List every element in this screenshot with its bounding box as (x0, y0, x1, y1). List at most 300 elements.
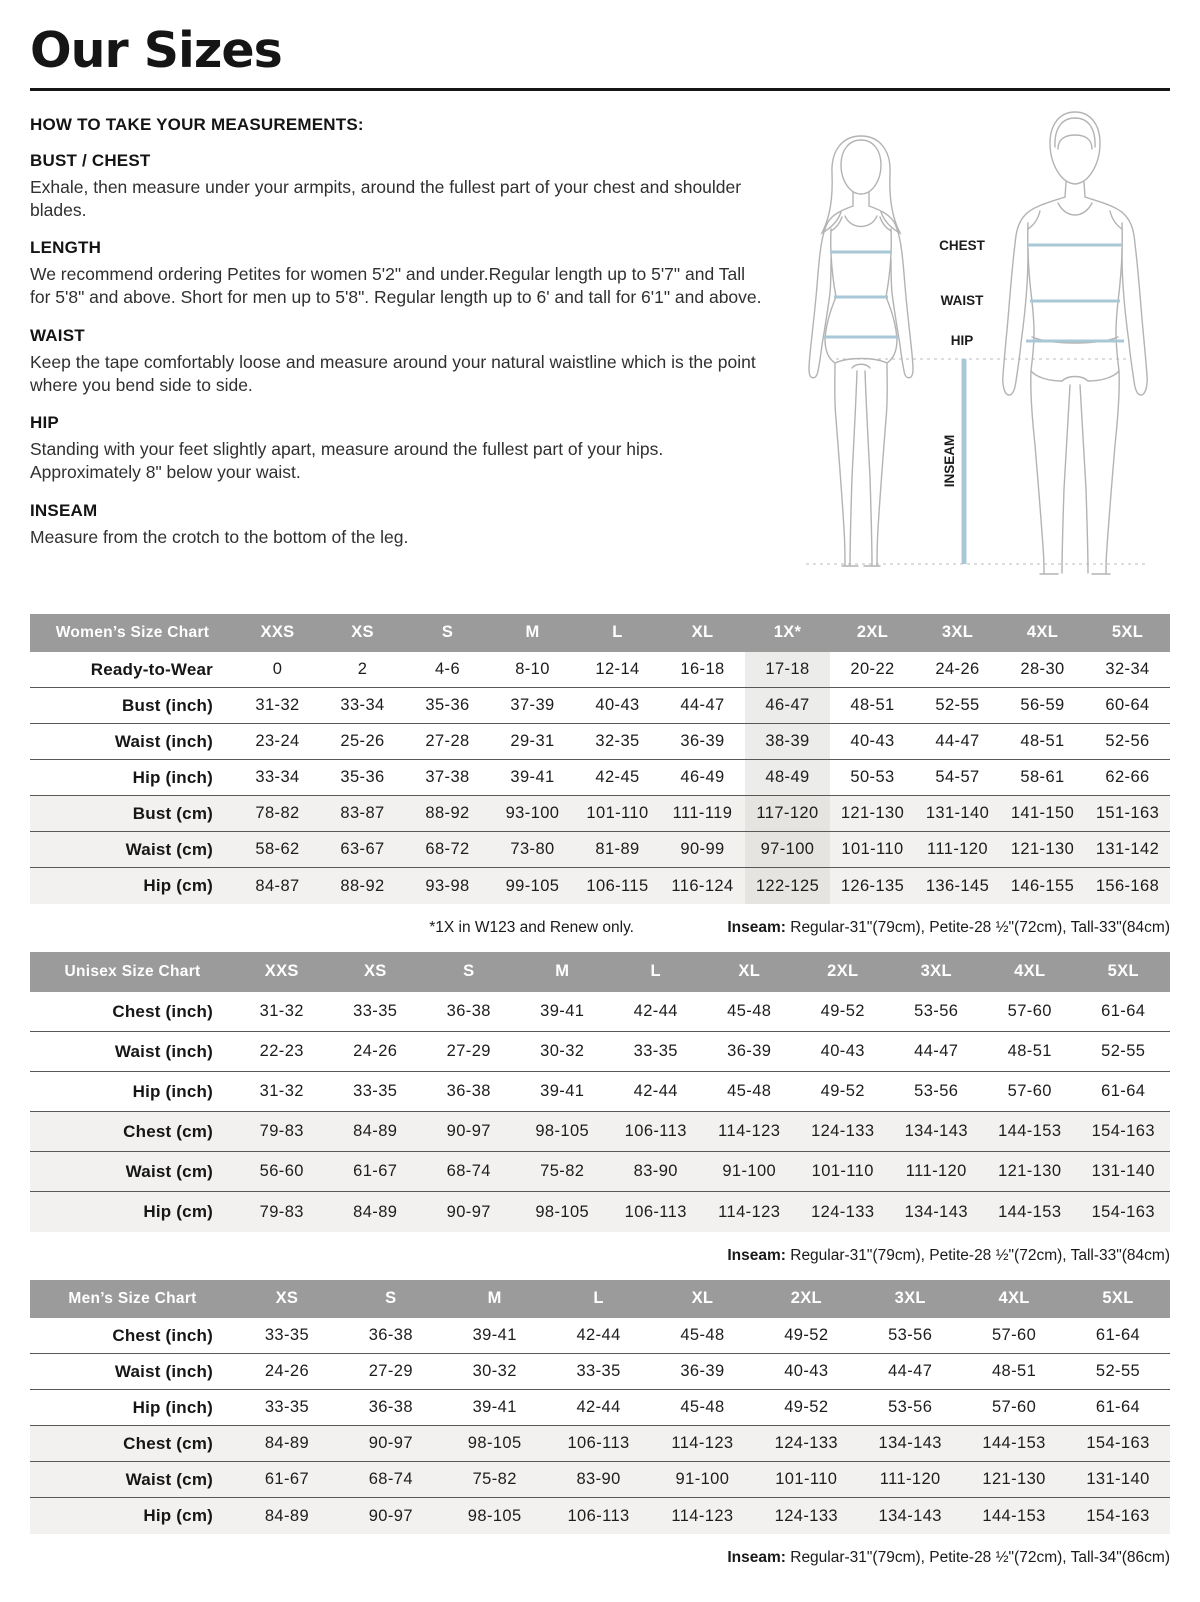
row-label: Hip (cm) (143, 1506, 213, 1526)
size-value-cell: 111-119 (672, 804, 733, 823)
size-value-cell: 106-113 (567, 1434, 630, 1453)
body-measurement-diagram (778, 109, 1170, 584)
size-value-cell: 91-100 (675, 1470, 730, 1489)
size-value-cell: 88-92 (340, 876, 385, 895)
size-column-header: XS (320, 614, 405, 652)
size-value-cell: 126-135 (840, 876, 905, 895)
size-column-header: XL (651, 1280, 755, 1318)
size-column-header: 4XL (983, 952, 1077, 992)
size-value-cell: 53-56 (888, 1398, 933, 1417)
size-column-header: 1X* (745, 614, 830, 652)
table-row (30, 832, 1170, 868)
size-value-cell: 40-43 (820, 1042, 865, 1061)
title-divider (30, 88, 1170, 91)
size-value-cell: 154-163 (1086, 1434, 1150, 1453)
size-value-cell: 97-100 (745, 832, 830, 868)
size-value-cell: 36-39 (727, 1042, 772, 1061)
size-value-cell: 48-49 (745, 760, 830, 796)
inseam-note-prefix: Inseam: (727, 1246, 786, 1264)
size-column-header: 5XL (1085, 614, 1170, 652)
size-value-cell: 124-133 (774, 1434, 838, 1453)
size-column-header: 4XL (1000, 614, 1085, 652)
size-value-cell: 62-66 (1105, 768, 1150, 787)
row-label: Bust (inch) (122, 695, 213, 715)
size-value-cell: 154-163 (1091, 1202, 1155, 1221)
size-value-cell: 49-52 (784, 1398, 829, 1417)
inseam-reference-lines (806, 359, 1148, 564)
size-value-cell: 33-35 (576, 1362, 621, 1381)
size-value-cell: 68-74 (446, 1162, 491, 1181)
section-inseam (30, 501, 768, 549)
size-value-cell: 48-51 (1020, 732, 1065, 751)
size-value-cell: 28-30 (1020, 660, 1065, 679)
table-row (30, 1112, 1170, 1152)
size-column-header: M (516, 952, 610, 992)
size-column-header: L (547, 1280, 651, 1318)
section-bust-chest (30, 151, 768, 222)
size-value-cell: 114-123 (671, 1506, 734, 1525)
size-value-cell: 36-38 (446, 1002, 491, 1021)
size-value-cell: 111-120 (927, 840, 988, 859)
section-title: HIP (30, 413, 59, 433)
unisex-table-notes (30, 1232, 1170, 1280)
size-column-header: 5XL (1077, 952, 1171, 992)
size-value-cell: 39-41 (472, 1326, 517, 1345)
size-value-cell: 90-97 (446, 1202, 491, 1221)
size-value-cell: 49-52 (820, 1082, 865, 1101)
size-column-header: XL (703, 952, 797, 992)
row-label: Waist (cm) (125, 839, 213, 859)
size-value-cell: 90-97 (446, 1122, 491, 1141)
size-value-cell: 134-143 (878, 1506, 942, 1525)
table-row (30, 688, 1170, 724)
row-label: Hip (inch) (132, 1397, 213, 1417)
size-value-cell: 35-36 (425, 696, 470, 715)
size-value-cell: 124-133 (811, 1202, 875, 1221)
row-label: Bust (cm) (132, 803, 213, 823)
size-value-cell: 111-120 (905, 1162, 967, 1181)
size-value-cell: 49-52 (820, 1002, 865, 1021)
size-value-cell: 8-10 (515, 660, 550, 679)
table-row (30, 1032, 1170, 1072)
size-value-cell: 22-23 (259, 1042, 304, 1061)
size-value-cell: 91-100 (722, 1162, 777, 1181)
size-value-cell: 56-60 (259, 1162, 304, 1181)
size-value-cell: 144-153 (982, 1506, 1046, 1525)
size-value-cell: 60-64 (1105, 696, 1150, 715)
size-value-cell: 33-35 (264, 1326, 310, 1345)
size-value-cell: 61-67 (353, 1162, 398, 1181)
table-title-cell: Men’s Size Chart (30, 1280, 235, 1318)
size-value-cell: 68-72 (425, 840, 470, 859)
section-text: Measure from the crotch to the bottom of the leg. (30, 526, 409, 547)
size-value-cell: 27-29 (446, 1042, 491, 1061)
size-value-cell: 121-130 (982, 1470, 1046, 1489)
male-figure (1003, 112, 1147, 574)
inseam-note-unisex (727, 1247, 1170, 1265)
size-value-cell: 31-32 (259, 1002, 304, 1021)
page-title: Our Sizes (30, 22, 282, 79)
size-value-cell: 50-53 (850, 768, 895, 787)
size-value-cell: 45-48 (727, 1082, 772, 1101)
size-column-header: 3XL (915, 614, 1000, 652)
table-row (30, 724, 1170, 760)
size-value-cell: 131-142 (1095, 840, 1160, 859)
figures-illustration (778, 109, 1170, 579)
table-row (30, 1498, 1170, 1534)
size-value-cell: 121-130 (998, 1162, 1062, 1181)
inseam-note-womens (727, 919, 1170, 937)
size-value-cell: 40-43 (595, 696, 640, 715)
size-value-cell: 48-51 (850, 696, 895, 715)
hip-label: HIP (950, 332, 974, 348)
inseam-note-prefix: Inseam: (727, 1548, 786, 1566)
size-value-cell: 75-82 (540, 1162, 585, 1181)
size-value-cell: 61-64 (1095, 1398, 1141, 1417)
size-value-cell: 25-26 (340, 732, 385, 751)
size-value-cell: 58-61 (1020, 768, 1065, 787)
size-column-header: XXS (235, 614, 320, 652)
size-value-cell: 30-32 (540, 1042, 585, 1061)
table-title-cell: Women’s Size Chart (30, 614, 235, 652)
size-value-cell: 53-56 (914, 1002, 959, 1021)
size-value-cell: 16-18 (680, 660, 725, 679)
size-value-cell: 35-36 (340, 768, 385, 787)
size-value-cell: 93-98 (425, 876, 470, 895)
chest-label: CHEST (939, 237, 985, 253)
section-title: LENGTH (30, 238, 102, 258)
waist-label: WAIST (940, 292, 984, 308)
inseam-note-text: Regular-31"(79cm), Petite-28 ½"(72cm), Tall-34"(86cm) (785, 1548, 1170, 1566)
section-hip (30, 413, 768, 484)
size-value-cell: 30-32 (472, 1362, 517, 1381)
size-value-cell: 49-52 (784, 1326, 829, 1345)
size-value-cell: 33-34 (255, 768, 300, 787)
table-row (30, 1152, 1170, 1192)
size-value-cell: 90-97 (368, 1434, 413, 1453)
row-label: Hip (inch) (132, 1081, 213, 1101)
size-value-cell: 98-105 (535, 1202, 590, 1221)
row-label: Waist (cm) (125, 1469, 213, 1489)
size-value-cell: 39-41 (510, 768, 555, 787)
size-value-cell: 84-89 (353, 1202, 398, 1221)
size-value-cell: 57-60 (991, 1398, 1037, 1417)
size-value-cell: 73-80 (510, 840, 555, 859)
size-value-cell: 44-47 (935, 732, 980, 751)
row-label: Hip (cm) (143, 876, 213, 896)
size-value-cell: 52-55 (935, 696, 980, 715)
size-value-cell: 131-140 (925, 804, 990, 823)
size-column-header: 3XL (858, 1280, 962, 1318)
size-value-cell: 144-153 (998, 1202, 1062, 1221)
size-value-cell: 31-32 (255, 696, 300, 715)
size-value-cell: 36-38 (368, 1326, 413, 1345)
section-text: We recommend ordering Petites for women 5'2" and under.Regular length up to 5'7" and Tall for 5'8" and above. Short for men up to 5'8". Regular length up to 6' and tall for 6'1" and above. (30, 264, 762, 308)
size-value-cell: 156-168 (1095, 876, 1160, 895)
size-value-cell: 84-89 (353, 1122, 398, 1141)
table-row (30, 652, 1170, 688)
size-value-cell: 116-124 (671, 876, 734, 895)
table-row (30, 796, 1170, 832)
size-value-cell: 44-47 (680, 696, 725, 715)
size-column-header: 4XL (962, 1280, 1066, 1318)
size-value-cell: 52-55 (1101, 1042, 1146, 1061)
size-value-cell: 90-97 (368, 1506, 413, 1525)
size-value-cell: 84-89 (264, 1506, 310, 1525)
size-value-cell: 53-56 (914, 1082, 959, 1101)
size-column-header: S (422, 952, 516, 992)
size-column-header: XS (329, 952, 423, 992)
size-value-cell: 42-44 (633, 1082, 678, 1101)
inseam-note-mens (727, 1549, 1170, 1567)
mens-size-table (30, 1280, 1170, 1534)
size-value-cell: 101-110 (775, 1470, 838, 1489)
size-column-header: 2XL (830, 614, 915, 652)
size-value-cell: 44-47 (914, 1042, 959, 1061)
size-value-cell: 42-45 (595, 768, 640, 787)
size-value-cell: 124-133 (774, 1506, 838, 1525)
size-value-cell: 58-62 (255, 840, 300, 859)
size-value-cell: 141-150 (1010, 804, 1075, 823)
size-value-cell: 45-48 (727, 1002, 772, 1021)
size-value-cell: 61-64 (1101, 1082, 1146, 1101)
size-value-cell: 114-123 (671, 1434, 734, 1453)
size-value-cell: 36-38 (368, 1398, 413, 1417)
size-value-cell: 42-44 (576, 1398, 621, 1417)
section-length (30, 238, 768, 309)
size-value-cell: 27-29 (368, 1362, 413, 1381)
size-value-cell: 79-83 (259, 1202, 304, 1221)
size-value-cell: 61-64 (1101, 1002, 1146, 1021)
size-value-cell: 134-143 (878, 1434, 942, 1453)
size-value-cell: 121-130 (840, 804, 905, 823)
table-row (30, 868, 1170, 904)
row-label: Waist (inch) (114, 1041, 213, 1061)
size-value-cell: 63-67 (340, 840, 385, 859)
size-value-cell: 12-14 (595, 660, 640, 679)
size-value-cell: 124-133 (811, 1122, 875, 1141)
table-row (30, 1192, 1170, 1232)
size-value-cell: 84-87 (255, 876, 300, 895)
row-label: Waist (inch) (114, 1361, 213, 1381)
section-title: WAIST (30, 325, 85, 345)
size-value-cell: 68-74 (368, 1470, 413, 1489)
size-value-cell: 146-155 (1010, 876, 1075, 895)
size-value-cell: 0 (272, 660, 283, 679)
section-title: BUST / CHEST (30, 150, 151, 170)
size-value-cell: 44-47 (888, 1362, 933, 1381)
size-value-cell: 33-35 (353, 1082, 398, 1101)
table-row (30, 1354, 1170, 1390)
inseam-note-prefix: Inseam: (727, 918, 786, 936)
size-value-cell: 136-145 (925, 876, 990, 895)
size-value-cell: 39-41 (540, 1002, 585, 1021)
row-label: Hip (inch) (132, 767, 213, 787)
size-value-cell: 52-55 (1095, 1362, 1141, 1381)
size-column-header: M (490, 614, 575, 652)
size-value-cell: 57-60 (1007, 1002, 1052, 1021)
size-value-cell: 53-56 (888, 1326, 933, 1345)
size-value-cell: 106-115 (586, 876, 649, 895)
size-value-cell: 144-153 (998, 1122, 1062, 1141)
size-column-header: S (405, 614, 490, 652)
size-value-cell: 81-89 (595, 840, 640, 859)
size-column-header: M (443, 1280, 547, 1318)
size-value-cell: 46-49 (680, 768, 725, 787)
section-text: Exhale, then measure under your armpits, around the fullest part of your chest and shoulder blades. (30, 176, 742, 220)
size-value-cell: 33-35 (353, 1002, 398, 1021)
row-label: Chest (cm) (123, 1121, 213, 1141)
size-value-cell: 79-83 (259, 1122, 304, 1141)
size-value-cell: 24-26 (935, 660, 980, 679)
size-value-cell: 106-113 (624, 1202, 687, 1221)
section-waist (30, 326, 768, 397)
measurement-instructions (30, 115, 778, 566)
size-value-cell: 4-6 (434, 660, 461, 679)
size-value-cell: 38-39 (745, 724, 830, 760)
size-value-cell: 114-123 (718, 1202, 781, 1221)
size-value-cell: 61-64 (1095, 1326, 1141, 1345)
size-value-cell: 24-26 (264, 1362, 310, 1381)
size-value-cell: 134-143 (904, 1122, 968, 1141)
size-value-cell: 154-163 (1091, 1122, 1155, 1141)
size-value-cell: 106-113 (624, 1122, 687, 1141)
size-value-cell: 154-163 (1086, 1506, 1150, 1525)
section-text: Standing with your feet slightly apart, measure around the fullest part of your hips. Approximately 8" below your waist. (30, 439, 664, 483)
size-value-cell: 121-130 (1010, 840, 1075, 859)
size-value-cell: 56-59 (1020, 696, 1065, 715)
row-label: Chest (inch) (112, 1001, 213, 1021)
size-value-cell: 101-110 (811, 1162, 874, 1181)
size-value-cell: 36-38 (446, 1082, 491, 1101)
row-label: Waist (inch) (114, 731, 213, 751)
table-row (30, 1462, 1170, 1498)
table-row (30, 1072, 1170, 1112)
size-value-cell: 57-60 (1007, 1082, 1052, 1101)
size-value-cell: 83-90 (576, 1470, 621, 1489)
row-label: Waist (cm) (125, 1161, 213, 1181)
size-value-cell: 83-87 (340, 804, 385, 823)
womens-table-notes (30, 904, 1170, 952)
measurements-heading: HOW TO TAKE YOUR MEASUREMENTS: (30, 114, 364, 134)
size-charts (30, 614, 1170, 1582)
size-value-cell: 37-38 (425, 768, 470, 787)
size-value-cell: 33-35 (633, 1042, 678, 1061)
size-value-cell: 78-82 (255, 804, 300, 823)
size-value-cell: 36-39 (680, 1362, 725, 1381)
table-row (30, 1426, 1170, 1462)
size-value-cell: 151-163 (1095, 804, 1160, 823)
size-column-header: L (609, 952, 703, 992)
size-value-cell: 101-110 (586, 804, 649, 823)
size-value-cell: 31-32 (259, 1082, 304, 1101)
size-column-header: 2XL (796, 952, 890, 992)
size-value-cell: 61-67 (264, 1470, 310, 1489)
row-label: Hip (cm) (143, 1202, 213, 1222)
size-value-cell: 75-82 (472, 1470, 517, 1489)
size-value-cell: 36-39 (680, 732, 725, 751)
size-value-cell: 101-110 (841, 840, 904, 859)
table-row (30, 760, 1170, 796)
size-value-cell: 84-89 (264, 1434, 310, 1453)
inseam-label: INSEAM (942, 434, 957, 488)
section-text: Keep the tape comfortably loose and measure around your natural waistline which is the point where you bend side to side. (30, 351, 756, 395)
size-value-cell: 46-47 (745, 688, 830, 724)
mens-table-notes (30, 1534, 1170, 1582)
size-value-cell: 52-56 (1105, 732, 1150, 751)
size-value-cell: 42-44 (576, 1326, 621, 1345)
size-value-cell: 17-18 (745, 652, 830, 688)
size-value-cell: 42-44 (633, 1002, 678, 1021)
size-value-cell: 114-123 (718, 1122, 781, 1141)
size-value-cell: 39-41 (472, 1398, 517, 1417)
row-label: Chest (cm) (123, 1433, 213, 1453)
female-figure (809, 136, 913, 566)
size-value-cell: 117-120 (745, 796, 830, 832)
size-column-header: S (339, 1280, 443, 1318)
footnote-1x: *1X in W123 and Renew only. (429, 918, 634, 936)
size-value-cell: 2 (357, 660, 368, 679)
size-value-cell: 111-120 (879, 1470, 941, 1489)
size-value-cell: 48-51 (991, 1362, 1037, 1381)
size-value-cell: 33-35 (264, 1398, 310, 1417)
size-value-cell: 40-43 (850, 732, 895, 751)
size-value-cell: 98-105 (467, 1506, 522, 1525)
size-value-cell: 33-34 (340, 696, 385, 715)
table-row (30, 992, 1170, 1032)
size-value-cell: 98-105 (535, 1122, 590, 1141)
size-value-cell: 90-99 (680, 840, 725, 859)
size-value-cell: 122-125 (745, 868, 830, 904)
size-value-cell: 27-28 (425, 732, 470, 751)
size-value-cell: 57-60 (991, 1326, 1037, 1345)
unisex-size-table (30, 952, 1170, 1232)
size-value-cell: 23-24 (255, 732, 300, 751)
size-value-cell: 24-26 (353, 1042, 398, 1061)
size-column-header: XL (660, 614, 745, 652)
table-row (30, 1318, 1170, 1354)
size-column-header: 5XL (1066, 1280, 1170, 1318)
size-value-cell: 54-57 (935, 768, 980, 787)
size-column-header: 2XL (754, 1280, 858, 1318)
inseam-note-text: Regular-31"(79cm), Petite-28 ½"(72cm), Tall-33"(84cm) (785, 918, 1170, 936)
size-value-cell: 20-22 (850, 660, 895, 679)
size-value-cell: 131-140 (1086, 1470, 1150, 1489)
size-column-header: 3XL (890, 952, 984, 992)
measurements-section (30, 115, 1170, 584)
size-value-cell: 32-35 (595, 732, 640, 751)
size-value-cell: 83-90 (633, 1162, 678, 1181)
size-column-header: XS (235, 1280, 339, 1318)
table-title-cell: Unisex Size Chart (30, 952, 235, 992)
size-value-cell: 45-48 (680, 1326, 725, 1345)
size-value-cell: 37-39 (510, 696, 555, 715)
size-value-cell: 40-43 (784, 1362, 829, 1381)
size-column-header: XXS (235, 952, 329, 992)
size-value-cell: 98-105 (467, 1434, 522, 1453)
size-value-cell: 32-34 (1105, 660, 1150, 679)
table-row (30, 1390, 1170, 1426)
size-value-cell: 93-100 (505, 804, 560, 823)
inseam-note-text: Regular-31"(79cm), Petite-28 ½"(72cm), Tall-33"(84cm) (785, 1246, 1170, 1264)
row-label: Chest (inch) (112, 1325, 213, 1345)
size-value-cell: 48-51 (1007, 1042, 1052, 1061)
section-title: INSEAM (30, 500, 98, 520)
size-value-cell: 45-48 (680, 1398, 725, 1417)
row-label: Ready-to-Wear (90, 659, 213, 679)
size-value-cell: 88-92 (425, 804, 470, 823)
size-value-cell: 99-105 (505, 876, 560, 895)
